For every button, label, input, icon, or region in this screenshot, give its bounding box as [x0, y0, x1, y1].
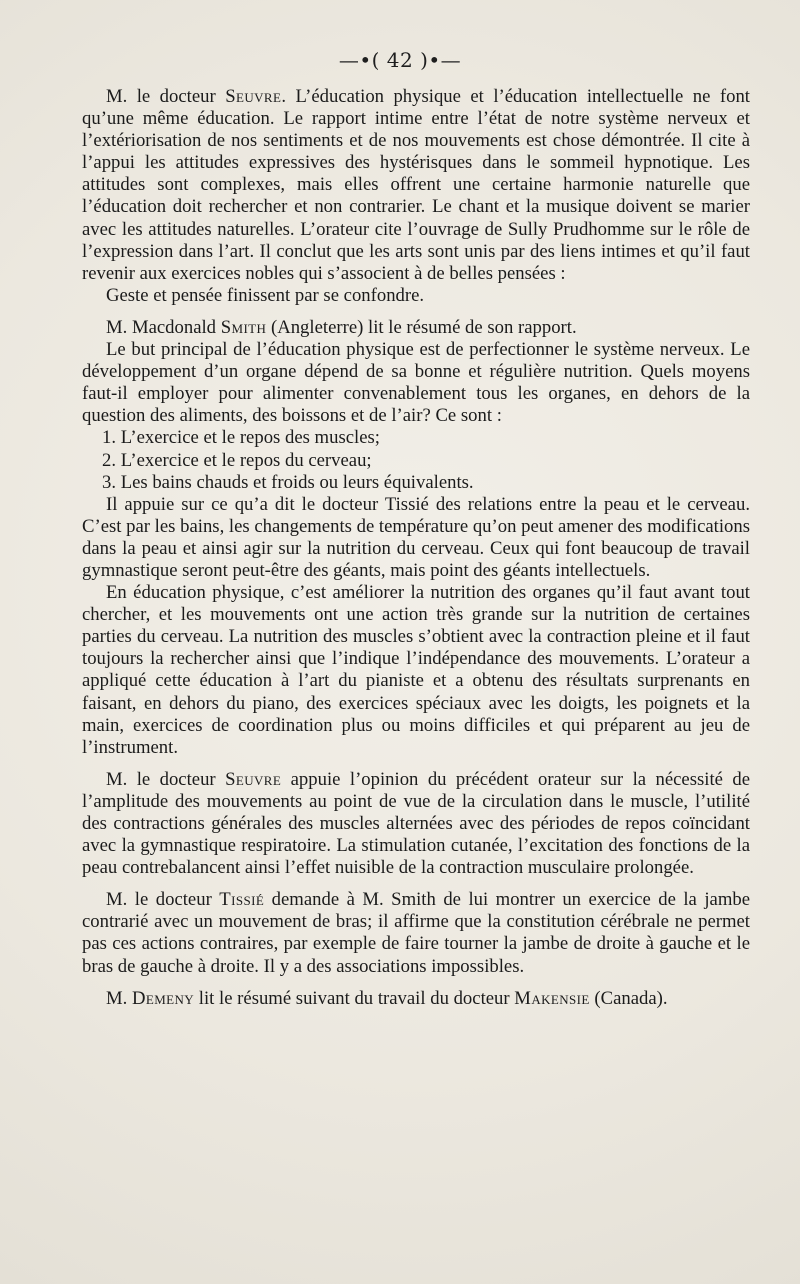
paragraph-gap	[82, 879, 750, 889]
speaker-prefix: M. le docteur	[106, 86, 226, 107]
paragraph-gap	[82, 978, 750, 988]
list-item: 3. Les bains chauds et froids ou leurs équivalents.	[102, 471, 474, 493]
speaker-name: Smith	[220, 316, 267, 338]
paragraph-seuvre-2	[82, 769, 750, 879]
paragraph-tissie	[82, 889, 750, 977]
speaker-name: Tissié	[219, 889, 265, 911]
speaker-name: Demeny	[131, 987, 195, 1009]
paragraph-text: . L’éducation physique et l’éducation intellectuelle ne font qu’une même éducation. Le rapport intime entre l’état de notre système nerveux et l’extériorisation de nos sentiments et de nos mouvements est chose démontrée. Il cite à l’appui les attitudes expressives des hystérisques dans le sommeil hypnotique. Les attitudes sont complexes, mais elles offrent une certaine harmonie naturelle que l’éducation doit rechercher et non contrarier. Le chant et la musique doivent se marier avec les attitudes naturelles. L’orateur cite l’ouvrage de Sully Prudhomme sur le rôle de l’expression dans l’art. Il conclut que les arts sont unis par des liens intimes et qu’il faut revenir aux exercices nobles qui s’associent à de belles pensées :	[82, 86, 750, 284]
paragraph-text: demande à M. Smith de lui montrer un exercice de la jambe contrarié avec un mouvement de bras; il affirme que la constitution cérébrale ne permet pas ces actions contraires, par exemple de faire tourner la jambe de droite à gauche et le bras de gauche à droite. Il y a des associations impossibles.	[82, 889, 750, 977]
speaker-prefix: M.	[106, 987, 132, 1009]
page-body	[82, 86, 750, 1010]
paragraph-geste: Geste et pensée finissent par se confondre.	[106, 284, 425, 306]
speaker-name: Seuvre	[225, 768, 282, 790]
numbered-list	[82, 427, 750, 493]
list-item: 2. L’exercice et le repos du cerveau;	[102, 449, 372, 471]
speaker-name: Seuvre	[225, 86, 282, 107]
speaker-prefix: M. Macdonald	[106, 316, 221, 338]
paragraph-text: lit le résumé suivant du travail du docteur	[194, 987, 515, 1009]
paragraph-smith-intro	[82, 317, 750, 339]
paragraph-appuie: Il appuie sur ce qu’a dit le docteur Tissié des relations entre la peau et le cerveau. C’est par les bains, les changements de température qu’on peut amener des modifications dans la peau et ainsi agir sur la nutrition du cerveau. Ceux qui font beaucoup de travail gymnastique seront peut-être des géants, mais point des géants intellectuels.	[82, 493, 750, 581]
paragraph-seuvre-1	[82, 86, 750, 285]
paragraph-text: (Angleterre) lit le résumé de son rapport.	[266, 316, 577, 338]
paragraph-but-principal: Le but principal de l’éducation physique est de perfectionner le système nerveux. Le développement d’un organe dépend de sa bonne et régulière nutrition. Quels moyens faut-il employer pour alimenter convenablement tous les organes, en dehors de la question des aliments, des boissons et de l’air? Ce sont :	[82, 339, 750, 427]
paragraph-text: (Canada).	[589, 987, 668, 1009]
paragraph-demeny	[82, 988, 750, 1010]
paragraph-education-physique: En éducation physique, c’est améliorer la nutrition des organes qu’il faut avant tout chercher, et les mouvements ont une action très grande sur la nutrition de certaines parties du cerveau. La nutrition des muscles s’obtient avec la contraction pleine et il faut toujours la rechercher ainsi que l’indique l’indépendance des mouvements. L’orateur a appliqué cette éducation à l’art du pianiste et a obtenu des résultats surprenants en faisant, en dehors du piano, des exercices spéciaux avec les doigts, les poignets et la main, exercices de coordination plus ou moins difficiles et qui préparent au jeu de l’instrument.	[82, 582, 750, 758]
speaker-prefix: M. le docteur	[106, 889, 220, 911]
author-name: Makensie	[514, 987, 590, 1009]
list-item: 1. L’exercice et le repos des muscles;	[102, 427, 380, 449]
speaker-prefix: M. le docteur	[106, 768, 226, 790]
paragraph-gap	[82, 307, 750, 317]
page-number: —•( 42 )•—	[338, 48, 462, 72]
paragraph-gap	[82, 759, 750, 769]
paragraph-text: appuie l’opinion du précédent orateur sur la nécessité de l’amplitude des mouvements au point de vue de la circulation dans le muscle, l’utilité des contractions générales des muscles alternées avec des périodes de repos coïncidant avec la gymnastique respiratoire. La stimulation cutanée, l’excitation des fonctions de la peau contrebalancent ainsi l’effet nuisible de la contraction musculaire prolongée.	[82, 768, 750, 879]
